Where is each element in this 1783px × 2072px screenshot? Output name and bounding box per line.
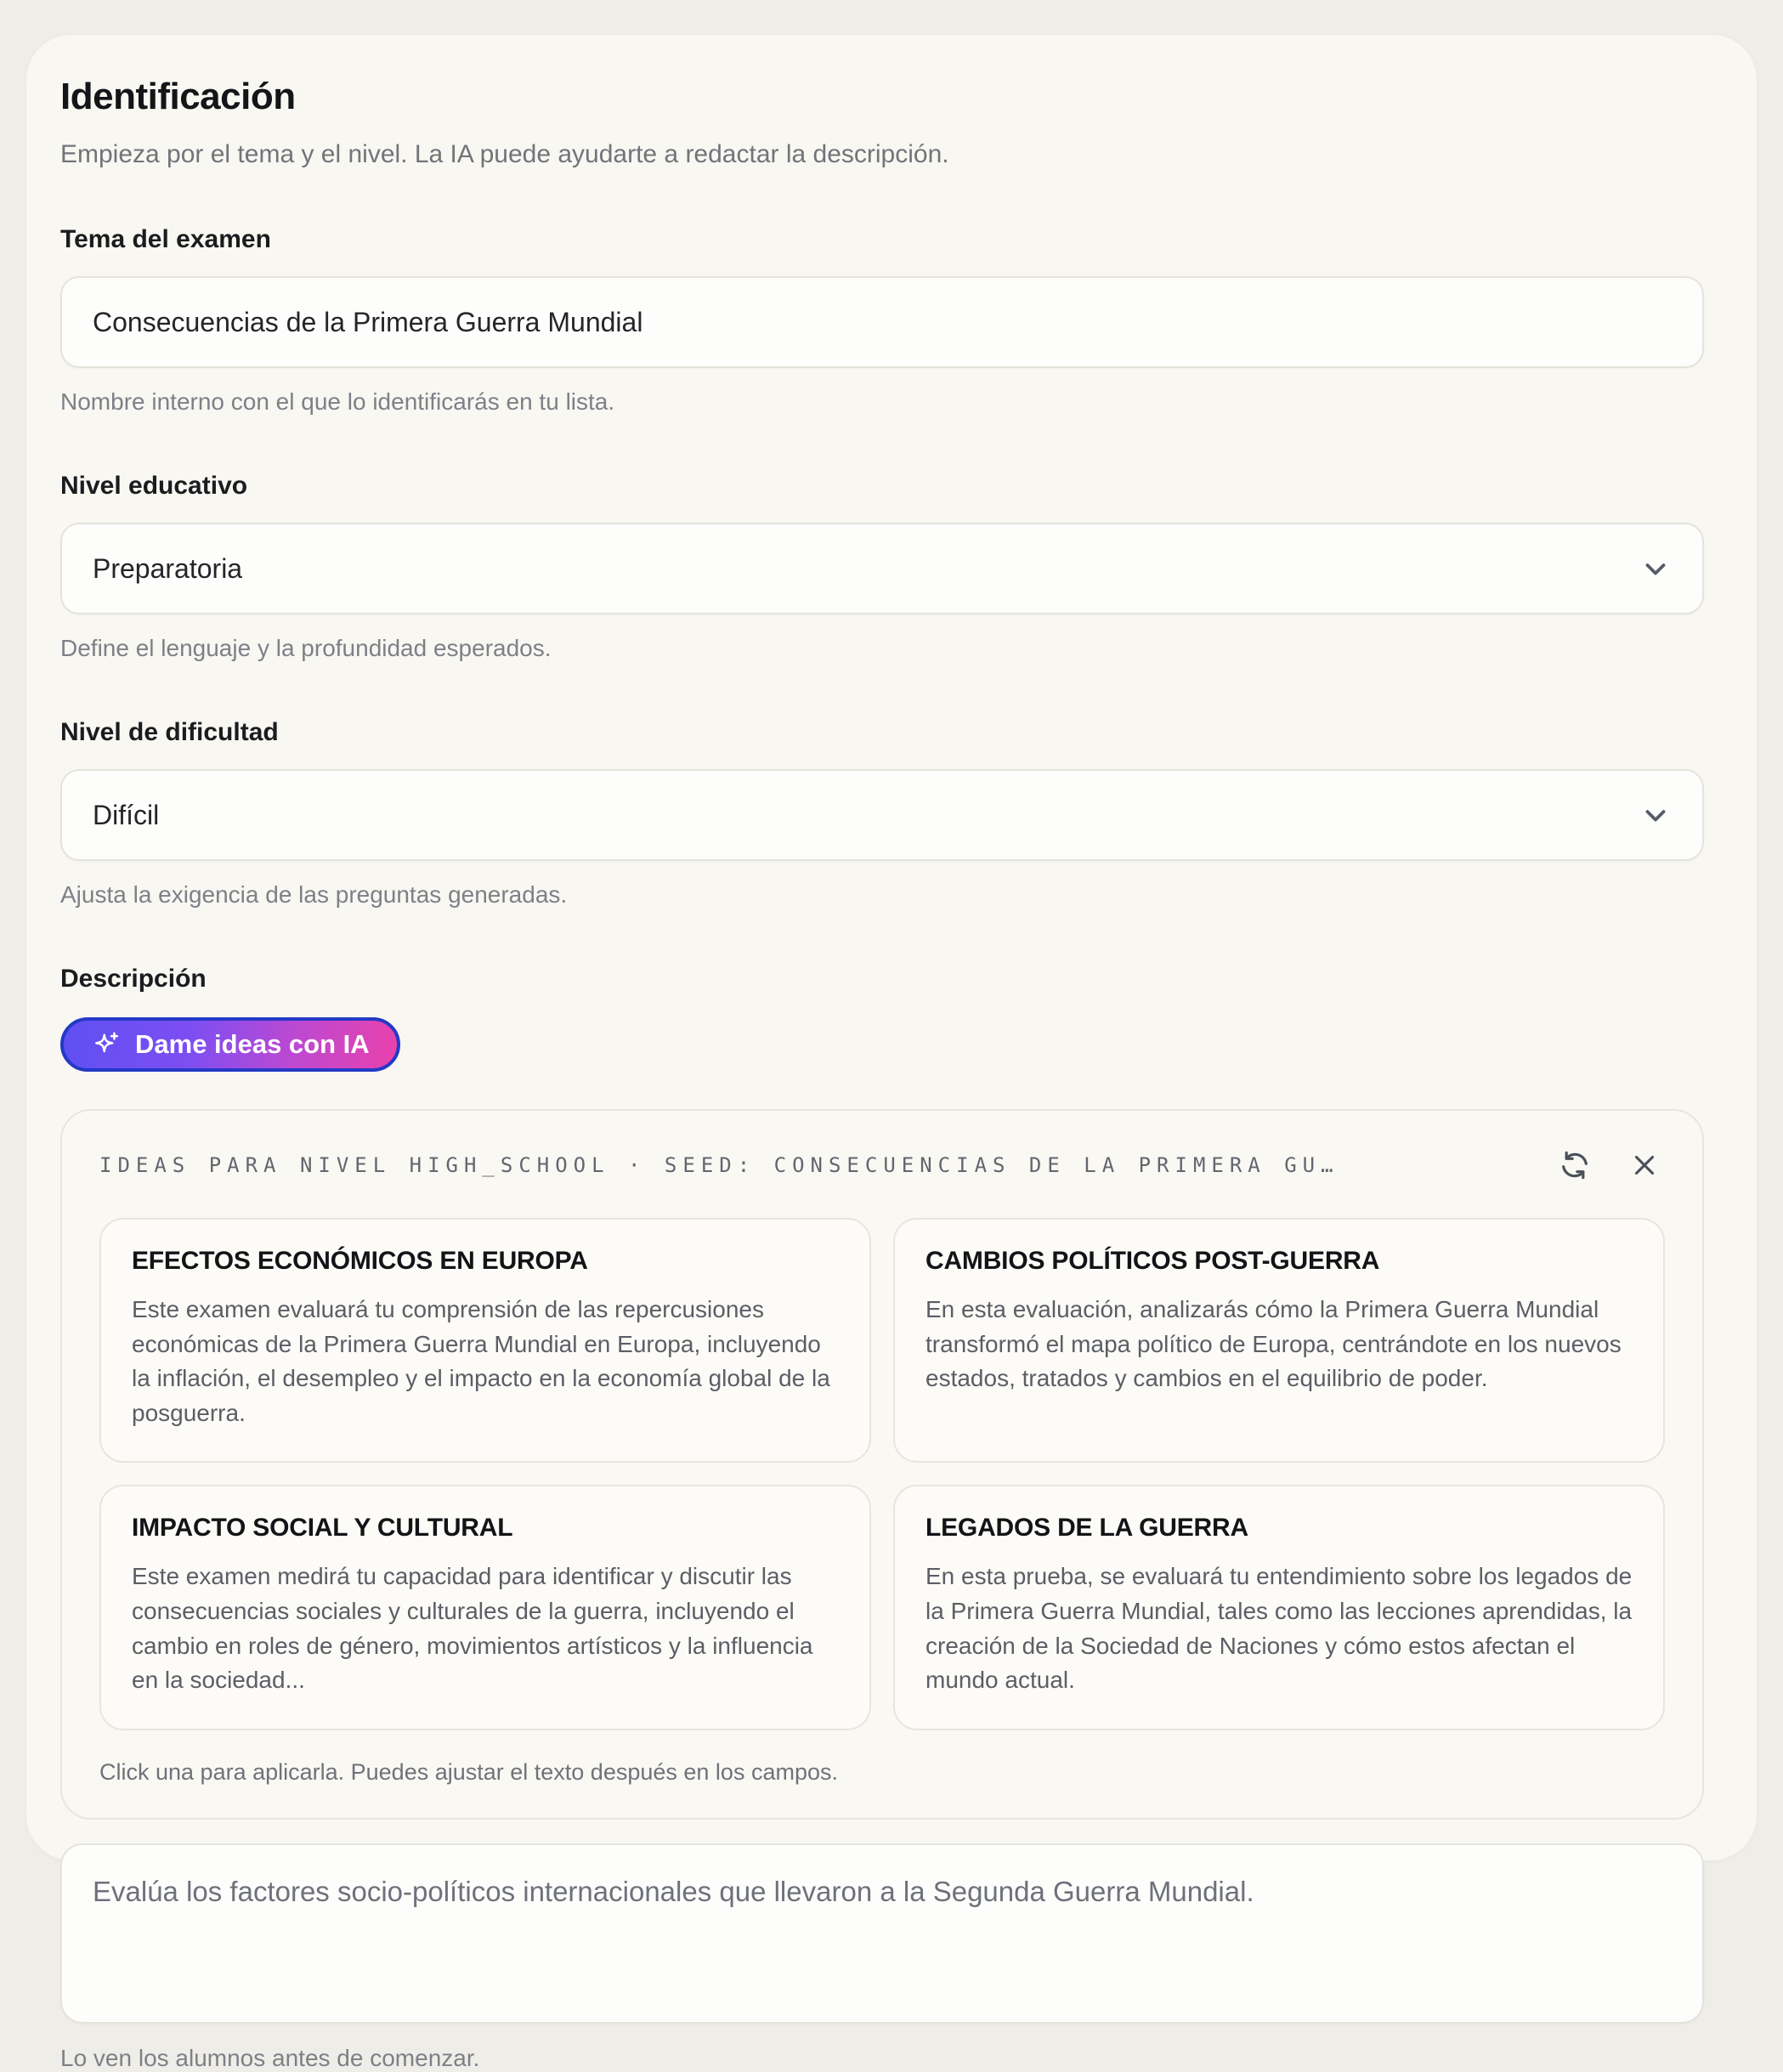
topic-input[interactable] <box>60 276 1704 368</box>
refresh-ideas-button[interactable] <box>1554 1145 1595 1186</box>
close-icon <box>1628 1149 1661 1181</box>
topic-label: Tema del examen <box>60 225 271 253</box>
idea-text: En esta evaluación, analizarás cómo la Primera Guerra Mundial transformó el mapa político de Europa, centrándote en los nuevos estados, tratados y cambios en el equilibrio de poder. <box>925 1296 1622 1392</box>
difficulty-select-value: Difícil <box>93 799 160 830</box>
idea-card-social-cultural-impact[interactable] <box>99 1485 871 1729</box>
chevron-down-icon <box>1639 799 1672 831</box>
refresh-icon <box>1558 1148 1592 1182</box>
level-select-value: Preparatoria <box>93 552 243 584</box>
description-textarea[interactable] <box>60 1843 1704 2024</box>
description-label: Descripción <box>60 965 207 993</box>
ai-ideas-button-label: Dame ideas con IA <box>135 1029 370 1059</box>
description-helper: Lo ven los alumnos antes de comenzar. <box>60 2044 480 2071</box>
difficulty-select[interactable] <box>60 769 1704 861</box>
close-ideas-button[interactable] <box>1624 1145 1665 1186</box>
idea-text: En esta prueba, se evaluará tu entendimiento sobre los legados de la Primera Guerra Mundial, tales como las lecciones aprendidas, la creación de la Sociedad de Naciones y cómo estos afectan el mundo actual. <box>925 1563 1633 1694</box>
ideas-panel-actions <box>1554 1145 1665 1186</box>
difficulty-label: Nivel de dificultad <box>60 718 279 746</box>
page-subtitle: Empieza por el tema y el nivel. La IA puede ayudarte a redactar la descripción. <box>60 140 949 168</box>
idea-title: IMPACTO SOCIAL Y CULTURAL <box>132 1514 513 1543</box>
ideas-panel-footer: Click una para aplicarla. Puedes ajustar el texto después en los campos. <box>99 1758 838 1785</box>
idea-text: Este examen medirá tu capacidad para identificar y discutir las consecuencias sociales y culturales de la guerra, incluyendo el cambio en roles de género, movimientos artísticos y la influencia en la sociedad... <box>132 1563 813 1694</box>
ai-ideas-panel <box>60 1109 1704 1820</box>
ideas-panel-title: IDEAS PARA NIVEL HIGH_SCHOOL · SEED: CONSECUENCIAS DE LA PRIMERA GU… <box>99 1153 1339 1177</box>
idea-card-economic-effects[interactable] <box>99 1218 871 1463</box>
idea-title: CAMBIOS POLÍTICOS POST-GUERRA <box>925 1247 1380 1275</box>
idea-text: Este examen evaluará tu comprensión de las repercusiones económicas de la Primera Guerra Mundial en Europa, incluyendo la inflación, el desempleo y el impacto en la economía global de la posguerra. <box>132 1296 830 1426</box>
ideas-panel-header-row <box>99 1145 1665 1186</box>
idea-card-political-changes[interactable] <box>893 1218 1665 1463</box>
idea-card-war-legacies[interactable] <box>893 1485 1665 1729</box>
chevron-down-icon <box>1639 552 1672 585</box>
sparkle-icon <box>91 1029 122 1060</box>
ideas-grid <box>99 1218 1665 1730</box>
difficulty-helper: Ajusta la exigencia de las preguntas generadas. <box>60 881 568 908</box>
topic-helper: Nombre interno con el que lo identificarás en tu lista. <box>60 388 615 415</box>
level-helper: Define el lenguaje y la profundidad esperados. <box>60 635 552 661</box>
page-title: Identificación <box>60 76 296 117</box>
idea-title: LEGADOS DE LA GUERRA <box>925 1514 1248 1543</box>
level-select[interactable] <box>60 523 1704 614</box>
identification-card <box>25 34 1758 2071</box>
ai-ideas-button[interactable] <box>60 1017 400 1072</box>
level-label: Nivel educativo <box>60 472 248 500</box>
idea-title: EFECTOS ECONÓMICOS EN EUROPA <box>132 1247 588 1275</box>
